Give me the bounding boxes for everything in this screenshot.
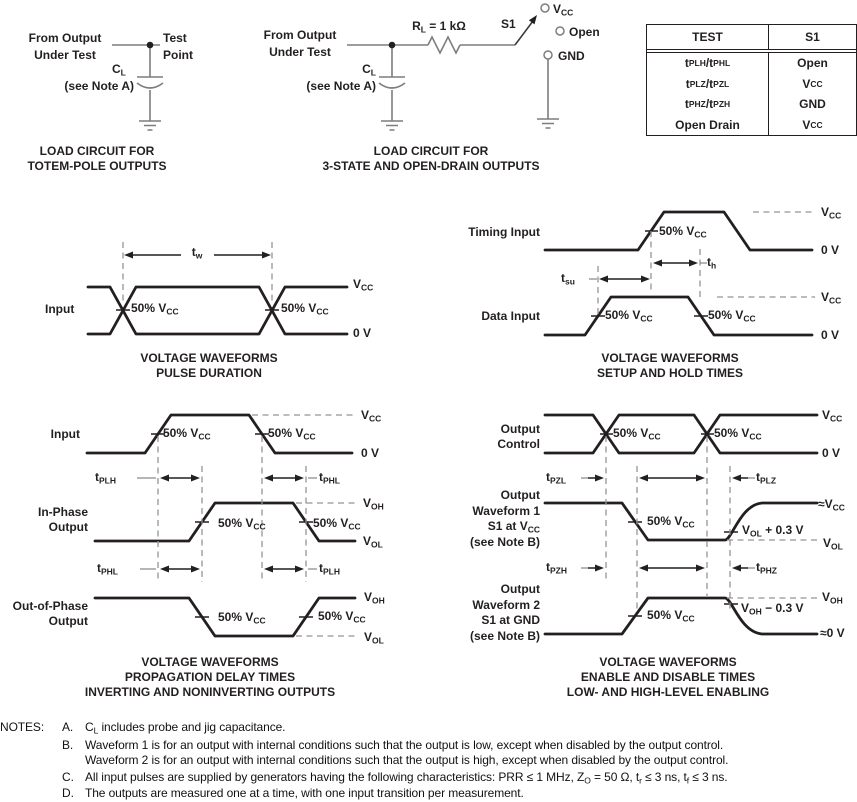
enable-tpzl-label: $t_{PZL}$ xyxy=(546,470,567,486)
enable-0v-label: 0 V xyxy=(822,446,841,460)
prop-vol-outphase: $V_{OL}$ xyxy=(364,630,384,646)
note-d xyxy=(62,786,524,800)
prop-tphl-row1: $t_{PHL}$ xyxy=(319,470,340,486)
note-letter: A. xyxy=(62,720,74,734)
switch-pos-open xyxy=(556,27,564,35)
prop-outphase-label: Out-of-Phase Output xyxy=(12,599,88,628)
setup-0v-timing: 0 V xyxy=(821,243,840,257)
enable-approx-vcc: $\approx V_{CC}$ xyxy=(818,497,845,513)
prop-vcc-label: $V_{CC}$ xyxy=(361,408,382,424)
setup-vcc-data: $V_{CC}$ xyxy=(821,290,842,306)
circuit2-cl-label: $C_L$ xyxy=(362,62,376,78)
setup-timing-input-label: Timing Input xyxy=(468,225,540,239)
pulse-caption: VOLTAGE WAVEFORMS PULSE DURATION xyxy=(140,351,278,380)
table-row: t PLH /t PHL Open xyxy=(647,53,856,74)
note-text: Waveform 2 is for an output with internal conditions such that the output is high, except when disabled by the output control. xyxy=(85,753,729,767)
pulse-duration-waveform xyxy=(88,242,347,334)
circuit1-note-ref: (see Note A) xyxy=(64,79,134,93)
circuit1-source-label: From Output Under Test xyxy=(28,31,102,62)
prop-50pct-input-rise: 50% $V_{CC}$ xyxy=(163,426,211,442)
setup-tsu-label: $t_{su}$ xyxy=(561,271,575,287)
prop-inphase-label: In-Phase Output xyxy=(37,505,88,534)
setup-50pct-data-fall: 50% $V_{CC}$ xyxy=(708,308,756,324)
prop-50pct-input-fall: 50% $V_{CC}$ xyxy=(268,426,316,442)
setup-50pct-timing: 50% $V_{CC}$ xyxy=(659,224,707,240)
note-b-line2 xyxy=(62,753,728,767)
prop-50pct-outphase-rise: 50% $V_{CC}$ xyxy=(318,609,366,625)
note-text: Waveform 1 is for an output with internal conditions such that the output is low, except when disabled by the output control. xyxy=(85,738,724,752)
prop-input-label: Input xyxy=(50,427,80,441)
table-header-row xyxy=(647,25,856,53)
setup-th-label: $t_h$ xyxy=(707,255,717,271)
enable-tpzh-label: $t_{PZH}$ xyxy=(546,560,567,576)
prop-vol-inphase: $V_{OL}$ xyxy=(363,534,383,550)
setup-50pct-data-rise: 50% $V_{CC}$ xyxy=(605,308,653,324)
pulse-0v-label: 0 V xyxy=(353,326,372,340)
note-text: All input pulses are supplied by generators having the following characteristics: PRR ≤ 1 MHz, $Z_O = 50$ Ω, $t_r \le 3$ ns, $t_f \le 3$ ns. xyxy=(85,770,728,786)
enable-wf1-label: Output Waveform 1 S1 at $V_{CC}$ (see Note B) xyxy=(469,488,540,549)
table-header-test: TEST xyxy=(647,25,769,49)
prop-0v-label: 0 V xyxy=(361,446,380,460)
note-c xyxy=(62,770,728,784)
enable-vol-plus-label: $V_{OL} + 0.3$ V xyxy=(742,523,804,539)
enable-voh-label: $V_{OH}$ xyxy=(822,590,843,606)
enable-vcc-label: $V_{CC}$ xyxy=(822,408,843,424)
enable-50pct-wf2: 50% $V_{CC}$ xyxy=(647,608,695,624)
notes-heading: NOTES: xyxy=(0,720,45,734)
prop-tphl-row2: $t_{PHL}$ xyxy=(97,561,118,577)
prop-voh-outphase: $V_{OH}$ xyxy=(364,590,385,606)
pulse-50pct-left: 50% $V_{CC}$ xyxy=(131,301,179,317)
circuit2-vcc-label: $V_{CC}$ xyxy=(553,2,574,18)
pulse-tw-label: $t_w$ xyxy=(191,245,203,261)
ground-icon xyxy=(139,121,161,130)
table-row: t PLZ /t PZL V CC xyxy=(647,74,856,95)
note-letter: C. xyxy=(62,770,74,784)
setup-caption: VOLTAGE WAVEFORMS SETUP AND HOLD TIMES xyxy=(596,351,744,380)
prop-tplh-row1: $t_{PLH}$ xyxy=(95,470,116,486)
pulse-50pct-right: 50% $V_{CC}$ xyxy=(281,301,329,317)
circuit2-source-label: From Output Under Test xyxy=(263,28,337,59)
pulse-vcc-label: $V_{CC}$ xyxy=(353,277,374,293)
enable-50pct-control2: 50% $V_{CC}$ xyxy=(714,426,762,442)
switch-arm xyxy=(515,21,533,45)
prop-50pct-outphase-fall: 50% $V_{CC}$ xyxy=(218,610,266,626)
enable-approx-0v: ≈0 V xyxy=(820,626,845,640)
note-letter: B. xyxy=(62,738,74,752)
note-letter: D. xyxy=(62,786,74,800)
enable-control-label: Output Control xyxy=(497,422,540,451)
ground-icon xyxy=(381,121,403,130)
enable-wf2-label: Output Waveform 2 S1 at GND (see Note B) xyxy=(469,582,540,643)
circuit2-s1-label: S1 xyxy=(501,17,516,31)
table-row: Open Drain V CC xyxy=(647,115,856,136)
table-row: t PHZ /t PZH GND xyxy=(647,94,856,115)
setup-vcc-timing: $V_{CC}$ xyxy=(821,205,842,221)
enable-voh-minus-label: $V_{OH} - 0.3$ V xyxy=(741,601,804,617)
note-b xyxy=(62,738,723,752)
circuit2-open-label: Open xyxy=(569,25,600,39)
table-header-s1: S1 xyxy=(805,30,820,44)
junction-dot xyxy=(389,42,396,49)
junction-dot xyxy=(147,42,154,49)
setup-data-input-label: Data Input xyxy=(481,309,540,323)
pulse-input-label: Input xyxy=(45,302,75,316)
circuit2-caption: LOAD CIRCUIT FOR 3-STATE AND OPEN-DRAIN OUTPUTS xyxy=(322,144,540,173)
circuit1-cl-label: $C_L$ xyxy=(112,62,126,78)
enable-50pct-wf1: 50% $V_{CC}$ xyxy=(647,514,695,530)
enable-tplz-label: $t_{PLZ}$ xyxy=(756,470,777,486)
circuit1-test-point-label: Test Point xyxy=(163,31,193,62)
resistor-icon xyxy=(428,37,460,53)
circuit1-caption: LOAD CIRCUIT FOR TOTEM-POLE OUTPUTS xyxy=(27,144,167,173)
setup-0v-data: 0 V xyxy=(821,328,840,342)
circuit2-rl-label: $R_L = 1$ kΩ xyxy=(412,19,466,35)
switch-pos-gnd xyxy=(544,51,552,59)
enable-vol-label: $V_{OL}$ xyxy=(823,536,843,552)
enable-50pct-control1: 50% $V_{CC}$ xyxy=(613,426,661,442)
switch-arrowhead xyxy=(529,15,537,24)
prop-caption: VOLTAGE WAVEFORMS PROPAGATION DELAY TIMES INVERTING AND NONINVERTING OUTPUTS xyxy=(84,655,336,699)
enable-caption: VOLTAGE WAVEFORMS ENABLE AND DISABLE TIMES LOW- AND HIGH-LEVEL ENABLING xyxy=(566,655,770,699)
note-a xyxy=(62,720,285,734)
circuit2-note-ref: (see Note A) xyxy=(306,79,376,93)
prop-tplh-row2: $t_{PLH}$ xyxy=(319,561,340,577)
prop-50pct-inphase-fall: 50% $V_{CC}$ xyxy=(313,516,361,532)
note-text: $C_L$ includes probe and jig capacitance. xyxy=(85,720,286,736)
enable-tphz-label: $t_{PHZ}$ xyxy=(756,560,777,576)
prop-voh-inphase: $V_{OH}$ xyxy=(363,496,384,512)
note-text: The outputs are measured one at a time, with one input transition per measurement. xyxy=(85,786,524,800)
circuit2-gnd-label: GND xyxy=(558,49,585,63)
switch-pos-vcc xyxy=(541,4,549,12)
prop-50pct-inphase-rise: 50% $V_{CC}$ xyxy=(218,516,266,532)
s1-test-table xyxy=(646,24,857,136)
ground-icon xyxy=(537,119,559,128)
